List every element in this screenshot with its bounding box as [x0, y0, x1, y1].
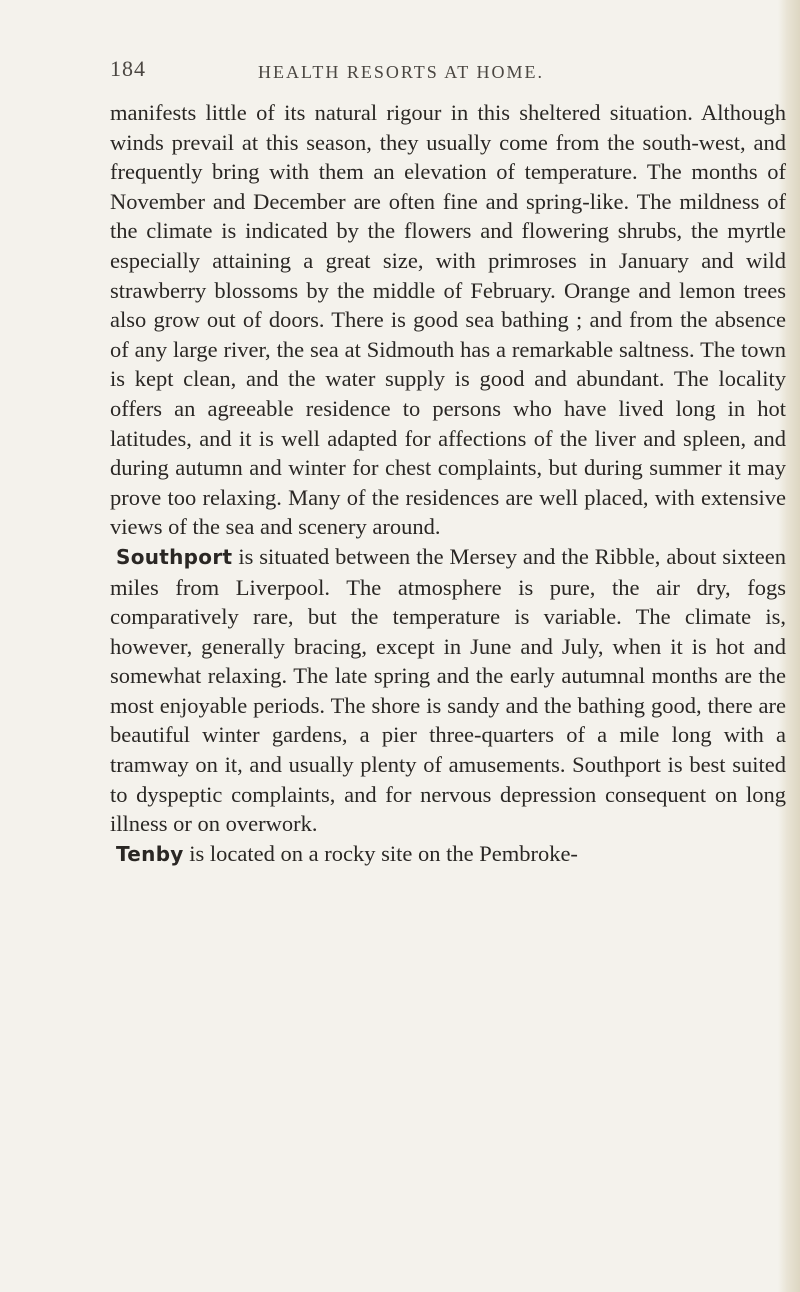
- body-text: [110, 98, 786, 869]
- page-number: 184: [110, 56, 146, 81]
- place-name-tenby: Tenby: [116, 841, 184, 866]
- place-name-southport: Southport: [116, 544, 233, 569]
- paragraph-tenby-text: is located on a rocky site on the Pembroke-: [183, 840, 578, 866]
- paragraph-southport-text: is situated between the Mersey and the Ribble, about sixteen miles from Liverpool. The atmosphere is pure, the air dry, fogs comparatively rare, but the temperature is variable. The climate is, however, generally bracing, except in June and July, when it is hot and somewhat relaxing. The late spring and the early autumnal months are the most enjoyable periods. The shore is sandy and the bathing good, there are beautiful winter gardens, a pier three-quarters of a mile long with a tramway on it, and usually plenty of amusements. Southport is best suited to dyspeptic complaints, and for nervous depression consequent on long illness or on overwork.: [110, 543, 786, 837]
- paragraph-tenby: [110, 839, 786, 870]
- running-head: HEALTH RESORTS AT HOME.: [258, 62, 544, 82]
- paragraph-sidmouth: manifests little of its natural rigour in this sheltered situation. Although winds prevail at this season, they usually come from the south-west, and frequently bring with them an elevation of temperature. The months of November and December are often fine and spring-like. The mildness of the climate is indicated by the flowers and flowering shrubs, the myrtle especially attaining a great size, with primroses in January and wild strawberry blossoms by the middle of February. Orange and lemon trees also grow out of doors. There is good sea bathing ; and from the absence of any large river, the sea at Sidmouth has a remarkable saltness. The town is kept clean, and the water supply is good and abundant. The locality offers an agreeable residence to persons who have lived long in hot latitudes, and it is well adapted for affections of the liver and spleen, and during autumn and winter for chest complaints, but during summer it may prove too relaxing. Many of the residences are well placed, with extensive views of the sea and scenery around.: [110, 100, 786, 540]
- paragraph-southport: [110, 542, 786, 839]
